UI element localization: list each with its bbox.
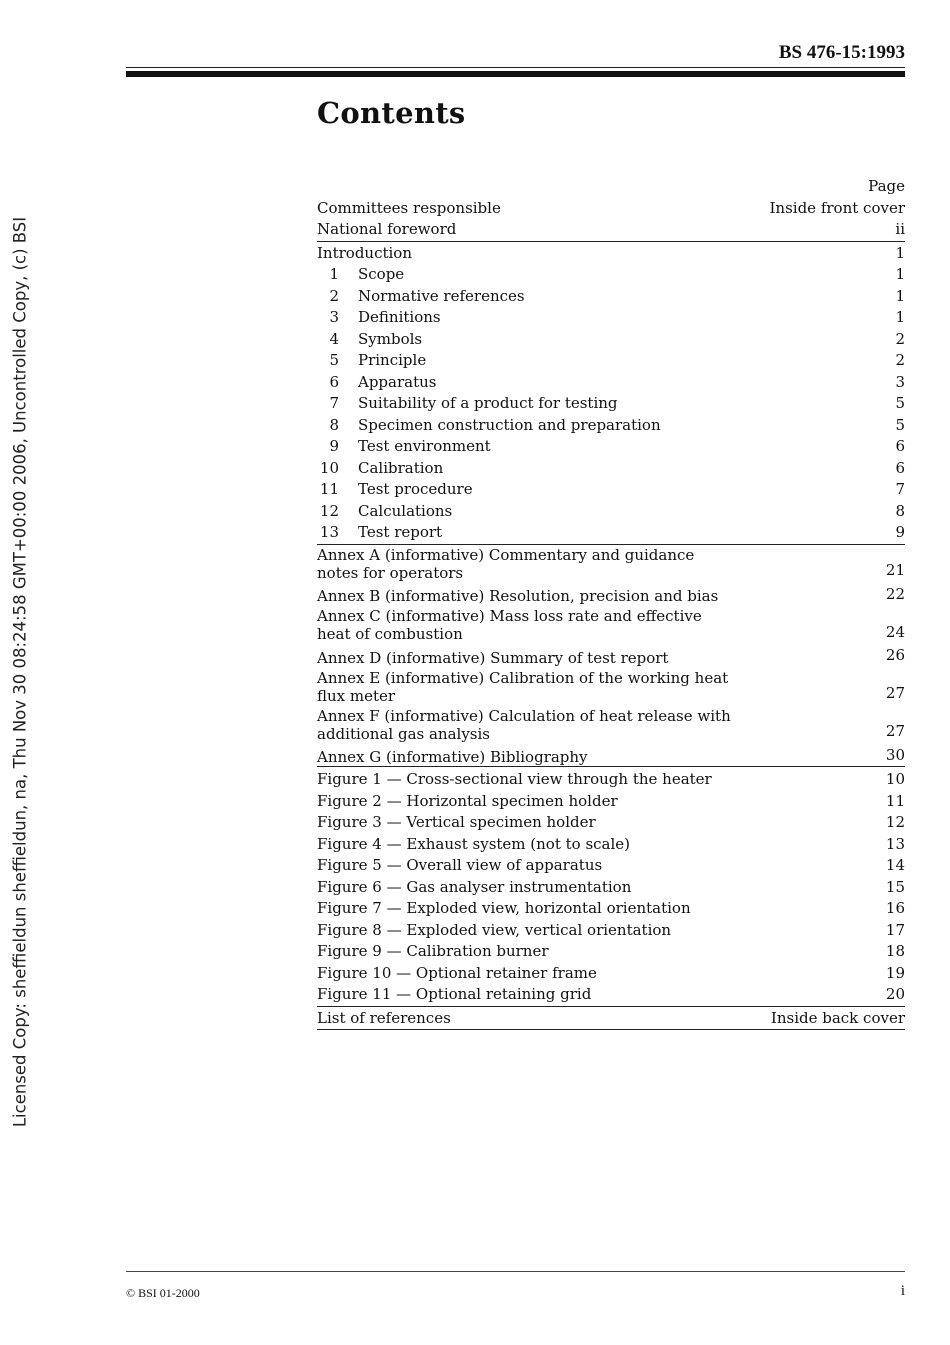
toc-entry-number: 12: [319, 501, 339, 520]
toc-figure-entry[interactable]: [317, 963, 905, 985]
toc-clause-entry[interactable]: [317, 415, 905, 437]
toc-entry-label: Annex G (informative) Bibliography: [317, 748, 588, 766]
toc-entry-number: 10: [319, 458, 339, 477]
toc-entry-page: 13: [885, 834, 905, 853]
toc-entry-page: 5: [895, 415, 905, 434]
toc-entry-label: Figure 6 — Gas analyser instrumentation: [317, 877, 632, 896]
toc-entry-number: 2: [329, 286, 339, 305]
toc-entry-number: 3: [329, 308, 339, 326]
toc-entry-page: 22: [885, 584, 905, 603]
toc-annex-entry[interactable]: [317, 607, 905, 643]
toc-entry-page: 17: [885, 920, 905, 939]
toc-entry-number: 5: [329, 351, 339, 369]
toc-entry-label: Figure 10 — Optional retainer frame: [317, 963, 597, 982]
toc-entry-label: Figure 2 — Horizontal specimen holder: [317, 791, 618, 810]
toc-entry-label: Figure 8 — Exploded view, vertical orientation: [317, 920, 672, 939]
toc-entry-number: 11: [319, 480, 339, 498]
toc-annex-entry[interactable]: [317, 707, 905, 743]
toc-entry[interactable]: [317, 243, 905, 265]
toc-entry-label: Introduction: [317, 243, 412, 262]
toc-entry-page: 6: [895, 437, 905, 455]
toc-entry-label: Figure 5 — Overall view of apparatus: [317, 856, 603, 874]
toc-entry-number: 6: [329, 372, 339, 391]
toc-clause-entry[interactable]: [317, 501, 905, 523]
toc-figure-entry[interactable]: [317, 769, 905, 791]
toc-entry-page: ii: [895, 220, 905, 238]
footer-rule: [126, 1271, 905, 1272]
toc-entry-page: 6: [895, 458, 905, 477]
toc-figure-entry[interactable]: [317, 920, 905, 942]
toc-entry-page: 15: [885, 877, 905, 896]
toc-entry-label: Scope: [358, 265, 405, 283]
toc-entry-number: 13: [319, 523, 339, 541]
toc-entry-label: Principle: [358, 351, 427, 369]
toc-entry-label: Calculations: [358, 501, 453, 520]
toc-entry-label: List of references: [317, 1008, 451, 1027]
toc-entry-number: 7: [329, 394, 339, 412]
toc-figure-entry[interactable]: [317, 791, 905, 813]
toc-entry-page: 20: [885, 985, 905, 1003]
toc-entry-page: 27: [885, 684, 905, 702]
toc-figure-entry[interactable]: [317, 855, 905, 877]
footer-page-number: i: [900, 1283, 905, 1299]
toc-clause-entry[interactable]: [317, 436, 905, 458]
toc-entry-label: Annex A (informative) Commentary and guidance notes for operators: [317, 545, 695, 582]
toc-figure-entry[interactable]: [317, 834, 905, 856]
toc-entry-label: National foreword: [317, 220, 457, 238]
toc-entry-page: 9: [895, 523, 905, 541]
toc-entry-page: 30: [885, 745, 905, 764]
toc-figure-entry[interactable]: [317, 877, 905, 899]
toc-entry-page: 14: [885, 856, 905, 874]
toc-clause-entry[interactable]: [317, 393, 905, 415]
toc-figure-entry[interactable]: [317, 898, 905, 920]
license-notice: Licensed Copy: sheffieldun sheffieldun, na, Thu Nov 30 08:24:58 GMT+00:00 2006, Uncontrolled Copy, (c) BSI: [10, 216, 30, 1128]
toc-entry-page: Inside front cover: [769, 198, 905, 217]
toc-entry-label: Annex C (informative) Mass loss rate and effective heat of combustion: [317, 607, 702, 643]
toc-entry-label: Test environment: [358, 437, 491, 455]
toc-entry-label: Figure 9 — Calibration burner: [317, 942, 549, 960]
toc-entry-label: Test procedure: [358, 480, 473, 498]
footer-copyright: © BSI 01-2000: [126, 1286, 200, 1300]
toc-figure-entry[interactable]: [317, 812, 905, 834]
toc-entry-label: Apparatus: [358, 372, 437, 391]
toc-clause-entry[interactable]: [317, 479, 905, 501]
toc-entry-page: 1: [895, 265, 905, 283]
toc-entry-page: 16: [885, 899, 905, 917]
toc-entry-page: 26: [885, 646, 905, 664]
toc-entry-label: Definitions: [358, 308, 441, 326]
page-title: Contents: [317, 96, 466, 130]
toc-clause-entry[interactable]: [317, 372, 905, 394]
toc-entry-label: Figure 3 — Vertical specimen holder: [317, 813, 596, 831]
toc-annex-entry[interactable]: [317, 584, 905, 606]
toc-entry-page: 27: [885, 722, 905, 740]
toc-entry-page: 18: [885, 942, 905, 960]
toc-entry-label: Figure 1 — Cross-sectional view through the heater: [317, 770, 712, 788]
toc-entry-label: Annex B (informative) Resolution, precision and bias: [317, 587, 719, 605]
toc-figure-entry[interactable]: [317, 941, 905, 963]
toc-annex-entry[interactable]: [317, 546, 905, 582]
toc-entry-label: Figure 11 — Optional retaining grid: [317, 985, 592, 1003]
toc-entry-number: 8: [329, 415, 339, 434]
toc-entry[interactable]: [317, 1008, 905, 1031]
toc-entry-page: 5: [895, 394, 905, 412]
toc-entry-page: Inside back cover: [770, 1008, 905, 1027]
toc-entry-label: Specimen construction and preparation: [358, 415, 661, 434]
toc-entry-page: 19: [885, 963, 905, 982]
toc-annexes: [317, 546, 905, 768]
toc-page-header: Page: [868, 177, 905, 195]
toc-entry-page: 2: [895, 329, 905, 348]
toc-entry-page: 7: [895, 480, 905, 498]
toc-entry-page: 24: [885, 622, 905, 641]
toc-entry-label: Figure 4 — Exhaust system (not to scale): [317, 834, 631, 853]
table-of-contents: [317, 176, 905, 1030]
toc-entry-label: Symbols: [358, 329, 423, 348]
toc-clause-entry[interactable]: [317, 350, 905, 372]
toc-entry-page: 3: [895, 372, 905, 391]
toc-entry-page: 2: [895, 351, 905, 369]
toc-entry-label: Committees responsible: [317, 198, 501, 217]
toc-clause-entry[interactable]: [317, 264, 905, 286]
toc-annex-entry[interactable]: [317, 645, 905, 667]
toc-entry-label: Normative references: [358, 286, 525, 305]
toc-entry-label: Annex F (informative) Calculation of heat release with additional gas analysis: [317, 706, 731, 743]
toc-figure-entry[interactable]: [317, 984, 905, 1007]
toc-entry-page: 1: [895, 243, 905, 262]
toc-entry-label: Calibration: [358, 458, 444, 477]
toc-entry-label: Suitability of a product for testing: [358, 394, 618, 412]
toc-entry[interactable]: [317, 198, 905, 220]
toc-figures: [317, 769, 905, 1007]
toc-annex-entry[interactable]: [317, 669, 905, 705]
toc-entry-number: 4: [329, 329, 339, 348]
toc-clause-entry[interactable]: [317, 286, 905, 308]
header-rule-thin: [126, 67, 905, 68]
toc-entry-page: 8: [895, 501, 905, 520]
toc-clause-entry[interactable]: [317, 458, 905, 480]
toc-clause-entry[interactable]: [317, 307, 905, 329]
toc-entry-label: Test report: [358, 523, 443, 541]
toc-entry-page: 12: [885, 813, 905, 831]
toc-entry-page: 10: [885, 770, 905, 788]
toc-clause-entry[interactable]: [317, 522, 905, 545]
toc-entry-label: Annex D (informative) Summary of test report: [317, 648, 669, 667]
toc-entry[interactable]: [317, 219, 905, 242]
toc-entry-number: 1: [329, 265, 339, 283]
toc-clauses: [317, 264, 905, 545]
toc-page-header-row: [317, 176, 905, 198]
toc-entry-page: 1: [895, 308, 905, 326]
toc-entry-page: 11: [885, 791, 905, 810]
document-code: BS 476-15:1993: [778, 42, 905, 63]
toc-entry-label: Annex E (informative) Calibration of the working heat flux meter: [317, 668, 729, 705]
toc-entry-page: 1: [895, 286, 905, 305]
header-rule-thick: [126, 71, 905, 77]
toc-clause-entry[interactable]: [317, 329, 905, 351]
toc-entry-page: 21: [885, 561, 905, 579]
toc-annex-entry[interactable]: [317, 745, 905, 768]
toc-entry-label: Figure 7 — Exploded view, horizontal orientation: [317, 899, 691, 917]
toc-entry-number: 9: [329, 437, 339, 455]
